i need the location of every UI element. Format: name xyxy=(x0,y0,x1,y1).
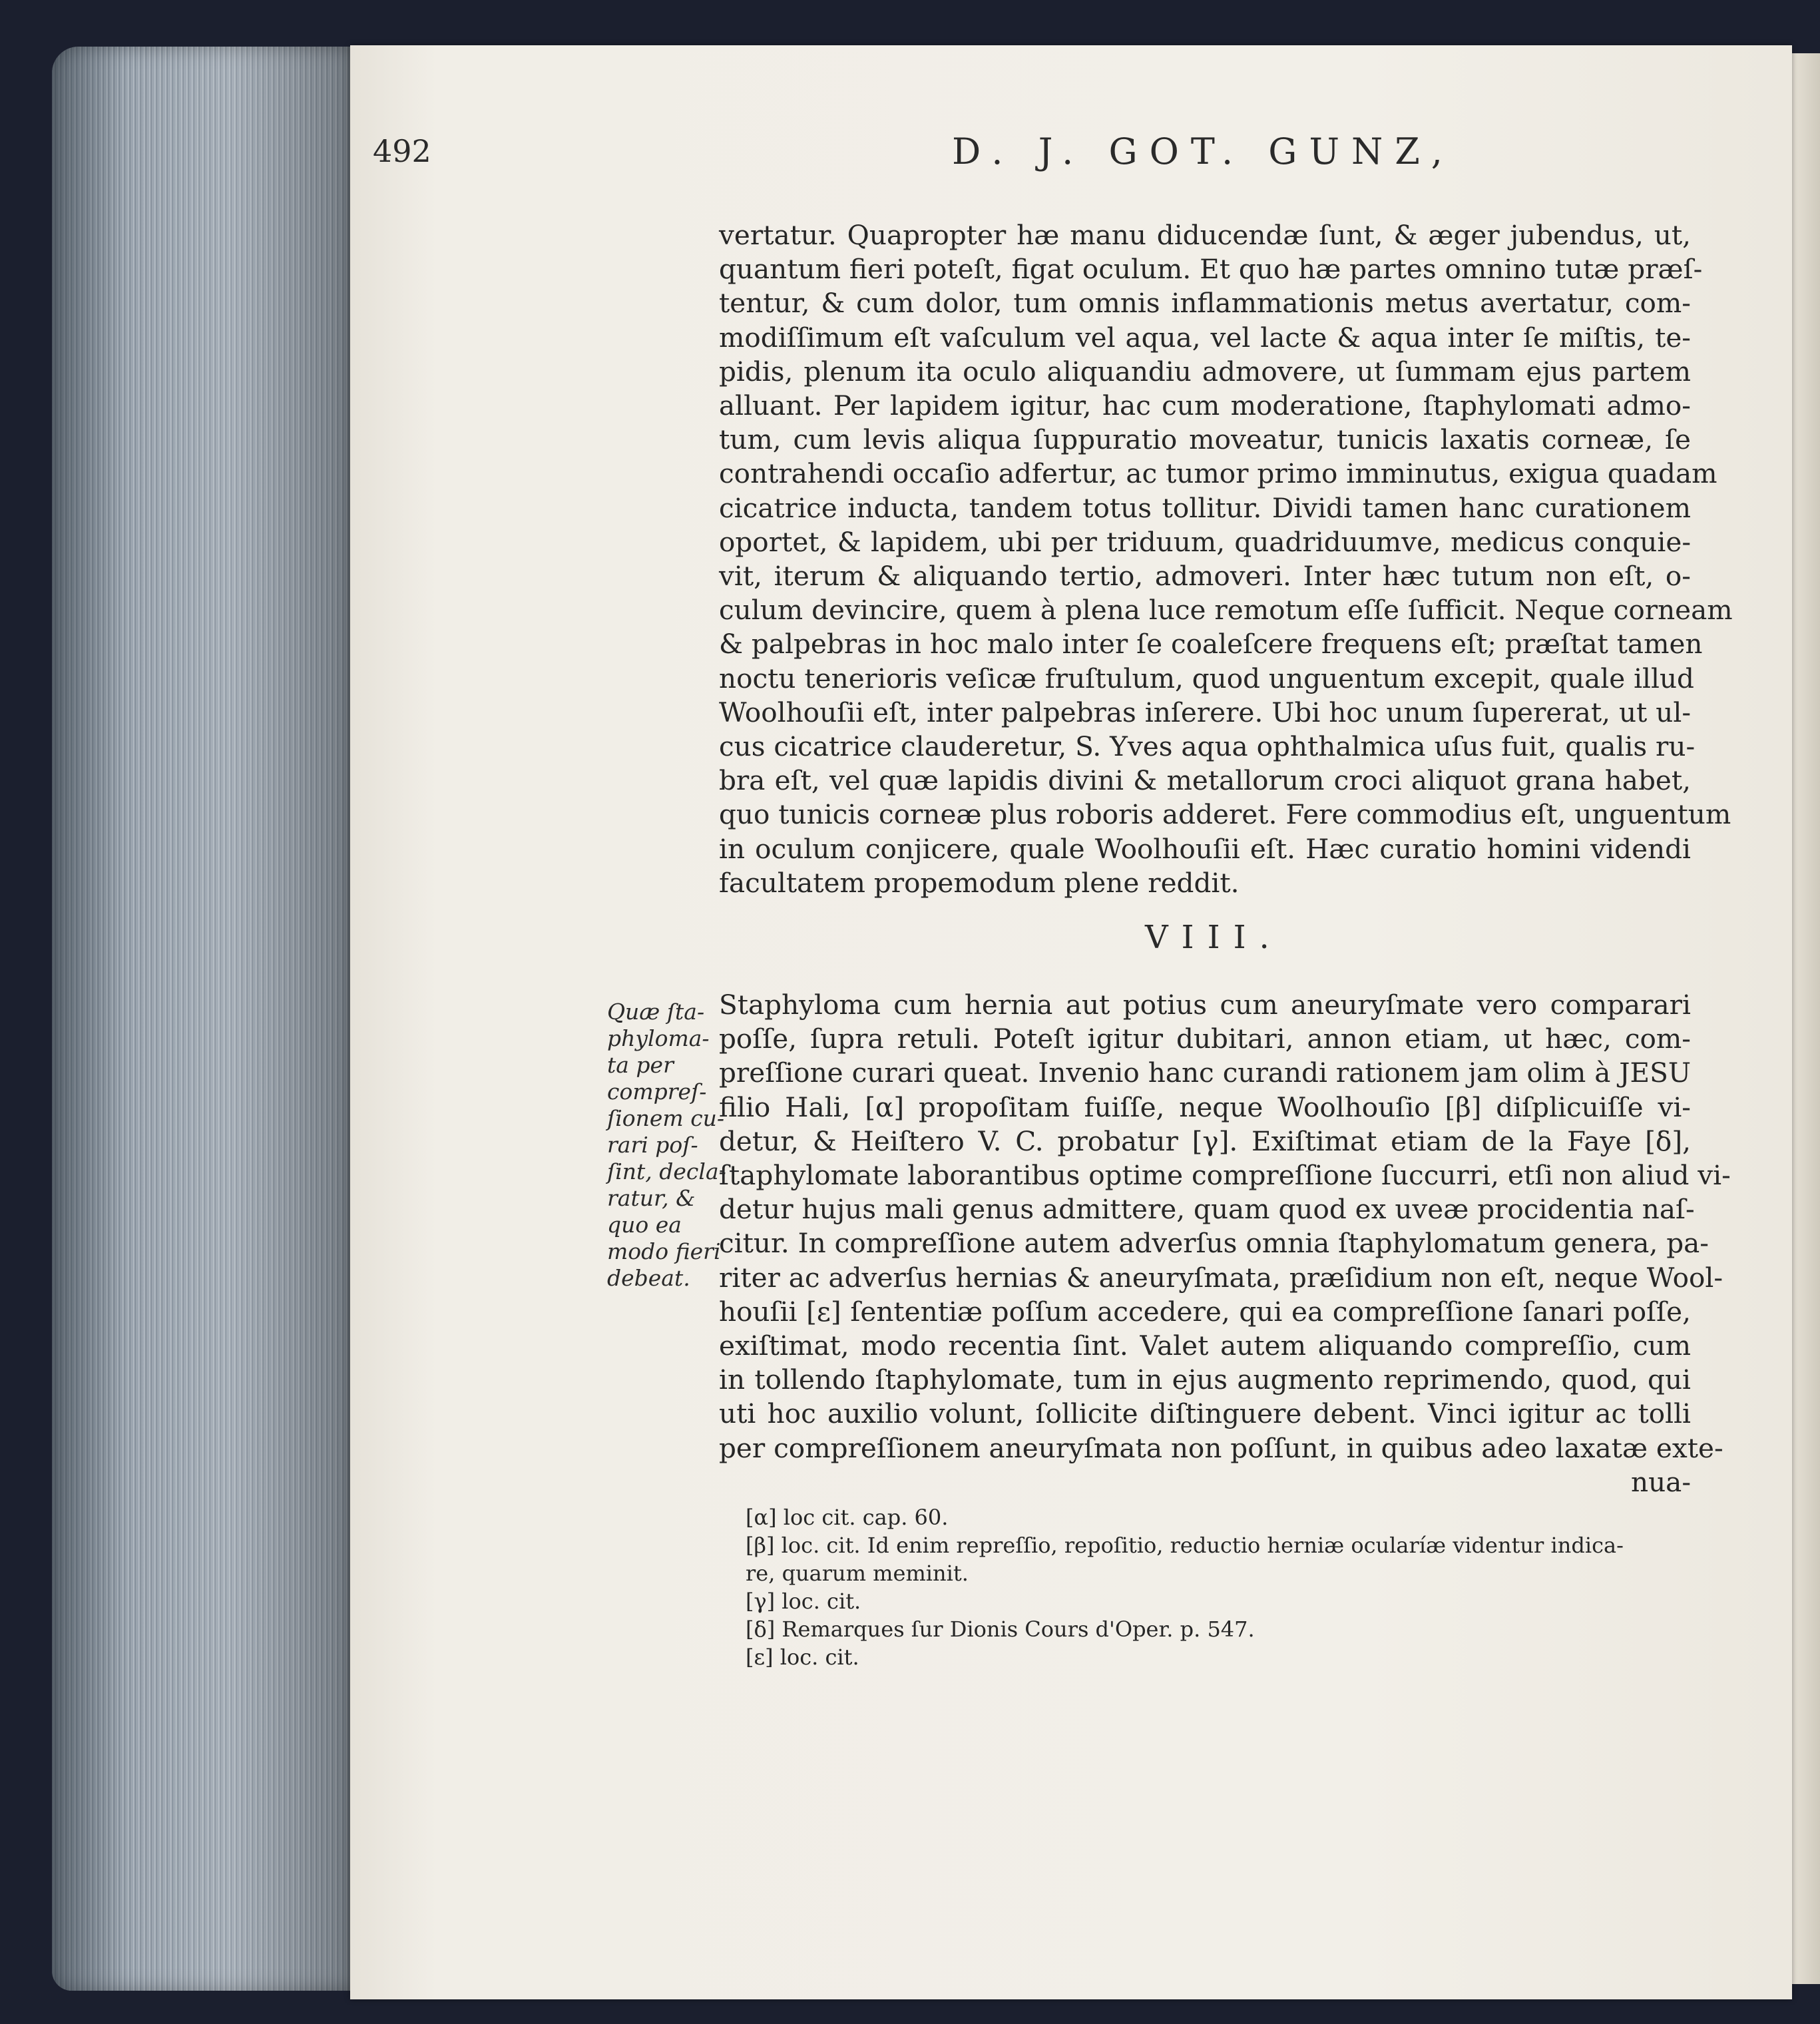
margin-note-line: phyloma- xyxy=(607,1025,710,1051)
margin-note-line: compreſ- xyxy=(607,1079,707,1105)
text-line: modiſſimum eſt vaſculum vel aqua, vel lacte & aqua inter ſe miſtis, te- xyxy=(719,321,1691,354)
margin-note-line: quo ea xyxy=(607,1212,682,1238)
page-number: 492 xyxy=(373,133,431,169)
text-line: alluant. Per lapidem igitur, hac cum moderatione, ſtaphylomati admo- xyxy=(719,389,1691,422)
margin-note-line: ratur, & xyxy=(607,1185,696,1211)
running-head: D. J. GOT. GUNZ, xyxy=(952,130,1455,172)
text-line: tum, cum levis aliqua ſuppuratio moveatur, tunicis laxatis corneæ, ſe xyxy=(719,423,1691,456)
text-line: ſtaphylomate laborantibus optime compreſſione ſuccurri, etſi non aliud vi- xyxy=(719,1159,1731,1192)
footnote: [α] loc cit. cap. 60. xyxy=(746,1505,949,1530)
text-line: cicatrice inducta, tandem totus tollitur. Dividi tamen hanc curationem xyxy=(719,491,1691,524)
footnote: [γ] loc. cit. xyxy=(746,1589,861,1614)
book-page-edges xyxy=(52,47,351,1991)
section-heading: VIII. xyxy=(1145,919,1283,956)
text-line: pidis, plenum ita oculo aliquandiu admovere, ut ſummam ejus partem xyxy=(719,355,1691,387)
margin-note-line: rari poſ- xyxy=(607,1132,698,1158)
margin-note xyxy=(607,999,726,1292)
margin-note-line: modo fieri xyxy=(607,1238,721,1264)
text-line: poſſe, ſupra retuli. Poteſt igitur dubitari, annon etiam, ut hæc, com- xyxy=(719,1023,1691,1055)
margin-note-line: ta per xyxy=(607,1052,674,1078)
footnote: re, quarum meminit. xyxy=(746,1561,969,1586)
footnote: [δ] Remarques ſur Dionis Cours d'Oper. p. 547. xyxy=(746,1617,1255,1642)
footnote: [ε] loc. cit. xyxy=(746,1644,859,1670)
text-line: filio Hali, [α] propoſitam fuiſſe, neque Woolhouſio [β] diſplicuiſſe vi- xyxy=(719,1091,1691,1123)
text-line: bra eſt, vel quæ lapidis divini & metallorum croci aliquot grana habet, xyxy=(719,764,1691,797)
text-line: oportet, & lapidem, ubi per triduum, quadriduumve, medicus conquie- xyxy=(719,525,1691,558)
text-line: exiſtimat, modo recentia ſint. Valet autem aliquando compreſſio, cum xyxy=(719,1330,1691,1362)
text-line: detur hujus mali genus admittere, quam quod ex uveæ procidentia naſ- xyxy=(719,1193,1695,1226)
text-line: vertatur. Quapropter hæ manu diducendæ ſunt, & æger jubendus, ut, xyxy=(719,219,1691,251)
text-line: culum devincire, quem à plena luce remotum eſſe ſufficit. Neque corneam xyxy=(719,594,1733,627)
footnotes xyxy=(746,1503,1691,1671)
text-line: quo tunicis corneæ plus roboris adderet. Fere commodius eſt, unguentum xyxy=(719,798,1731,831)
text-line: Staphyloma cum hernia aut potius cum aneuryſmate vero comparari xyxy=(719,989,1691,1021)
text-line: contrahendi occaſio adfertur, ac tumor primo imminutus, exigua quadam xyxy=(719,457,1717,490)
text-line: & palpebras in hoc malo inter ſe coaleſcere frequens eſt; præſtat tamen xyxy=(719,628,1703,660)
paragraph-block-1 xyxy=(719,218,1733,900)
text-line: detur, & Heiſtero V. C. probatur [γ]. Exiſtimat etiam de la Faye [δ], xyxy=(719,1125,1691,1157)
text-line: riter ac adverſus hernias & aneuryſmata, præſidium non eſt, neque Wool- xyxy=(719,1261,1723,1294)
margin-note-line: ſint, decla- xyxy=(607,1158,726,1184)
catchword: nua- xyxy=(1631,1465,1691,1498)
text-line: uti hoc auxilio volunt, ſollicite diſtinguere debent. Vinci igitur ac tolli xyxy=(719,1397,1691,1430)
text-line: houſii [ε] ſententiæ poſſum accedere, qui ea compreſſione ſanari poſſe, xyxy=(719,1295,1691,1328)
footnote: [β] loc. cit. Id enim repreſſio, repoſitio, reductio herniæ ocularíæ videntur indica- xyxy=(746,1533,1624,1558)
text-line: Woolhouſii eſt, inter palpebras inſerere. Ubi hoc unum ſupererat, ut ul- xyxy=(719,696,1691,728)
text-line: noctu tenerioris veſicæ fruſtulum, quod unguentum excepit, quale illud xyxy=(719,662,1694,694)
paragraph-block-2 xyxy=(719,988,1731,1499)
text-line: vit, iterum & aliquando tertio, admoveri. Inter hæc tutum non eſt, o- xyxy=(719,560,1691,593)
text-line: in tollendo ſtaphylomate, tum in ejus augmento reprimendo, quod, qui xyxy=(719,1364,1691,1396)
margin-note-line: ſionem cu- xyxy=(607,1105,725,1131)
margin-note-line: Quæ ſta- xyxy=(607,999,705,1025)
next-page-edge xyxy=(1791,53,1820,1984)
text-line: tentur, & cum dolor, tum omnis inflammationis metus avertatur, com- xyxy=(719,287,1691,320)
text-line: citur. In compreſſione autem adverſus omnia ſtaphylomatum genera, pa- xyxy=(719,1227,1709,1260)
text-line: in oculum conjicere, quale Woolhouſii eſt. Hæc curatio homini videndi xyxy=(719,832,1691,865)
text-line: per compreſſionem aneuryſmata non poſſunt, in quibus adeo laxatæ exte- xyxy=(719,1431,1723,1464)
text-line: preſſione curari queat. Invenio hanc curandi rationem jam olim à JESU xyxy=(719,1057,1691,1089)
text-line: cus cicatrice clauderetur, S. Yves aqua ophthalmica uſus fuit, qualis ru- xyxy=(719,730,1696,763)
text-line: quantum fieri poteſt, figat oculum. Et quo hæ partes omnino tutæ præſ- xyxy=(719,253,1703,286)
text-line: facultatem propemodum plene reddit. xyxy=(719,866,1240,899)
margin-note-line: debeat. xyxy=(607,1265,690,1291)
